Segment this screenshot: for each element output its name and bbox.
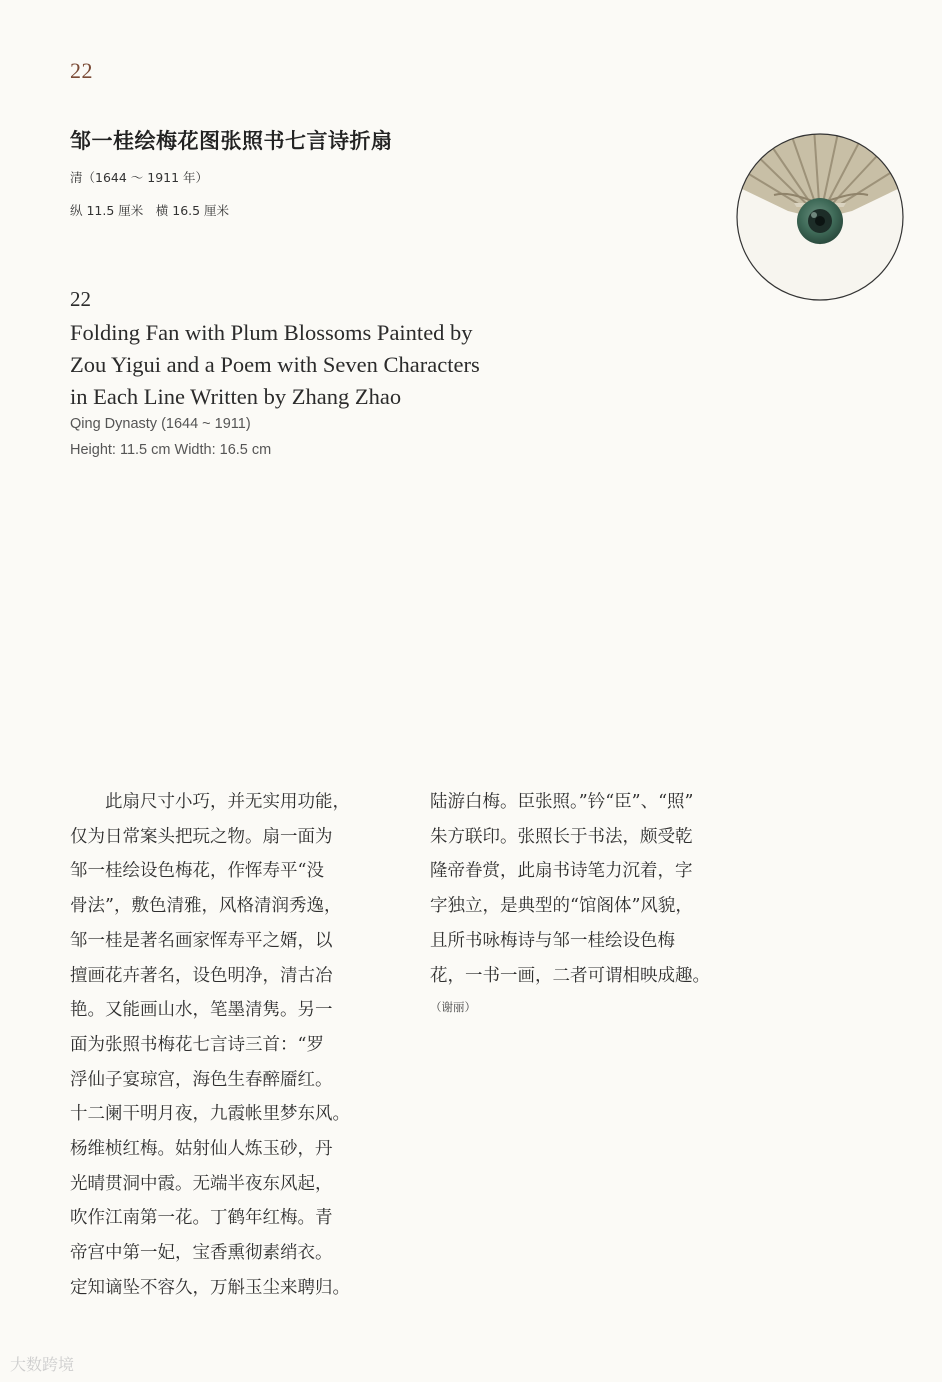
body-line: 面为张照书梅花七言诗三首：“罗 xyxy=(70,1034,324,1055)
body-line: 隆帝眷赏，此扇书诗笔力沉着，字 xyxy=(430,861,693,882)
body-left-column xyxy=(70,785,350,1306)
title-english xyxy=(70,317,490,413)
watermark: 大数跨境 xyxy=(10,1355,75,1374)
title-english-line: in Each Line Written by Zhang Zhao xyxy=(70,384,402,409)
body-line: 艳。又能画山水，笔墨清隽。另一 xyxy=(70,1000,333,1021)
dimensions-chinese: 纵 11.5 厘米 横 16.5 厘米 xyxy=(70,203,230,218)
body-line: 杨维桢红梅。姑射仙人炼玉砂，丹 xyxy=(70,1139,333,1160)
body-line: 骨法”，敷色清雅，风格清润秀逸， xyxy=(70,896,342,917)
body-line: 光晴贯洞中霞。无端半夜东风起， xyxy=(70,1173,333,1194)
fan-pivot-detail-image xyxy=(734,133,906,301)
body-line: 吹作江南第一花。丁鹤年红梅。青 xyxy=(70,1208,333,1229)
entry-number-english: 22 xyxy=(70,287,91,311)
body-line: 花，一书一画，二者可谓相映成趣。 xyxy=(430,965,710,986)
body-line: 邹一桂是著名画家恽寿平之婿，以 xyxy=(70,930,333,951)
body-right-column xyxy=(430,785,710,993)
title-english-line: Zou Yigui and a Poem with Seven Characters xyxy=(70,352,480,377)
body-line: 此扇尺寸小巧，并无实用功能， xyxy=(70,792,350,812)
title-english-line: Folding Fan with Plum Blossoms Painted by xyxy=(70,320,473,345)
body-line: 陆游白梅。臣张照。”钤“臣”、“照” xyxy=(430,792,694,812)
body-line: 邹一桂绘设色梅花，作恽寿平“没 xyxy=(70,861,324,882)
body-line: 擅画花卉著名，设色明净，清古冶 xyxy=(70,965,333,986)
body-line: 朱方联印。张照长于书法，颇受乾 xyxy=(430,826,693,847)
page-number: 22 xyxy=(70,58,93,83)
period-english: Qing Dynasty (1644 ~ 1911) xyxy=(70,416,251,432)
body-line: 浮仙子宴琼宫，海色生春醉靥红。 xyxy=(70,1069,333,1090)
title-chinese: 邹一桂绘梅花图张照书七言诗折扇 xyxy=(70,128,393,153)
body-line: 十二阑干明月夜，九霞帐里梦东风。 xyxy=(70,1104,350,1125)
body-line: 仅为日常案头把玩之物。扇一面为 xyxy=(70,826,333,847)
body-line: 字独立，是典型的“馆阁体”风貌， xyxy=(430,896,693,917)
body-line: 且所书咏梅诗与邹一桂绘设色梅 xyxy=(430,930,675,951)
author-credit: （谢丽） xyxy=(430,1000,476,1014)
body-line: 定知谪坠不容久，万斛玉尘来聘归。 xyxy=(70,1277,350,1298)
body-line: 帝宫中第一妃，宝香熏彻素绡衣。 xyxy=(70,1243,333,1264)
dimensions-english: Height: 11.5 cm Width: 16.5 cm xyxy=(70,442,272,458)
period-chinese: 清（1644 ～ 1911 年） xyxy=(70,170,209,185)
